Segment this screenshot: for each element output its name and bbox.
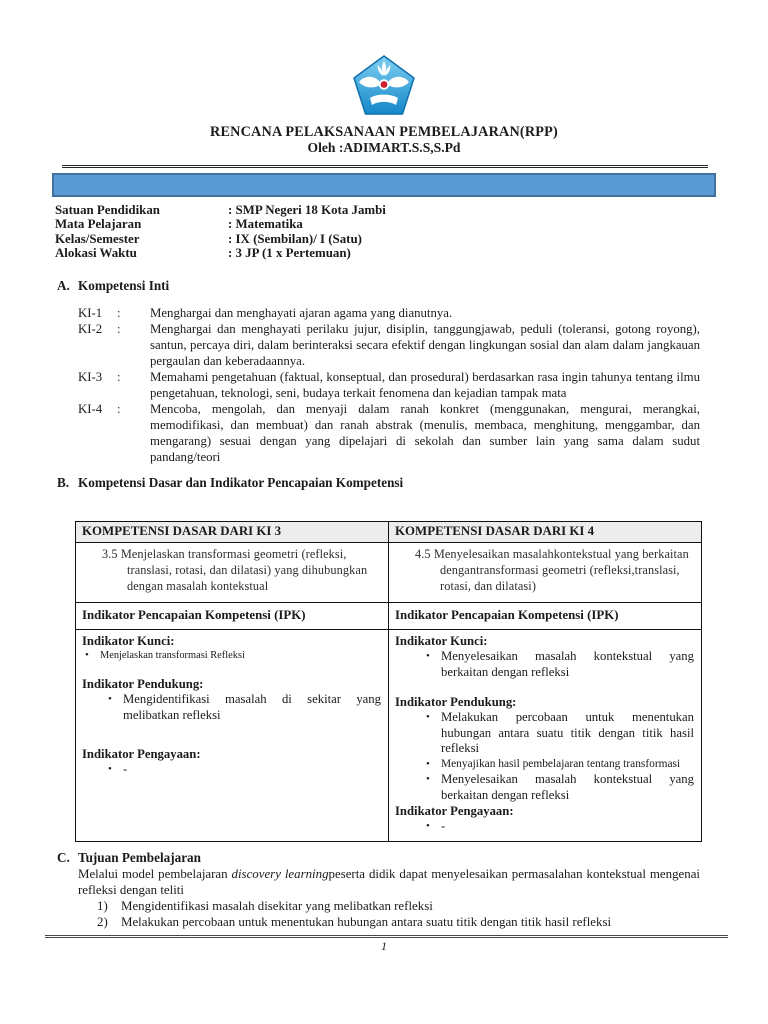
- ki-item-2: [78, 321, 700, 369]
- ki-colon: :: [117, 401, 121, 416]
- list-item-text: -: [441, 819, 446, 834]
- kd-cell-ki4: [389, 542, 702, 603]
- bullet-icon: •: [426, 820, 430, 833]
- ki-label: KI-2: [78, 321, 103, 336]
- document-header: [0, 0, 768, 155]
- list-item-text: Menyelesaikan masalah kontekstual yang berkaitan dengan refleksi: [441, 649, 694, 679]
- info-row-kelas: [55, 232, 768, 246]
- ki-text: Menghargai dan menghayati perilaku jujur, disiplin, tanggungjawab, peduli (toleransi, gotong royong), santun, percaya diri, dalam berinteraksi secara efektif dengan lingkungan sosial dan alam dalam jangkauan pergaulan dan keberadaannya.: [150, 321, 700, 368]
- section-c-heading: [57, 850, 768, 866]
- section-letter: C.: [57, 849, 70, 865]
- tujuan-item-1: [97, 898, 700, 914]
- list-item: [426, 819, 694, 835]
- indikator-pengayaan-heading: Indikator Pengayaan:: [82, 747, 201, 762]
- ki-text: Mencoba, mengolah, dan menyaji dalam ranah konkret (menggunakan, mengurai, merangkai, memodifikasi, dan membuat) dan ranah abstrak (menulis, membaca, menghitung, menggambar, dan mengarang) sesuai dengan yang dipelajari di sekolah dan sumber lain yang sama dalam sudut pandang/teori: [150, 401, 700, 464]
- item-number: 1): [97, 899, 108, 914]
- info-value: : Matematika: [228, 217, 303, 232]
- page-footer: [0, 935, 768, 954]
- indicator-cell-left: [76, 630, 389, 842]
- indikator-pengayaan-heading: Indikator Pengayaan:: [395, 804, 514, 819]
- bullet-icon: •: [108, 693, 112, 706]
- item-number: 2): [97, 915, 108, 930]
- kd-text-ki3: 3.5 Menjelaskan transformasi geometri (refleksi, translasi, rotasi, dan dilatasi) yang dihubungkan dengan masalah kontekstual: [102, 546, 368, 594]
- ki-text: Memahami pengetahuan (faktual, konseptual, dan prosedural) berdasarkan rasa ingin tahunya tentang ilmu pengetahuan, teknologi, seni, budaya terkait fenomena dan kejadian tampak mata: [150, 369, 700, 400]
- ki-colon: :: [117, 369, 121, 384]
- intro-italic-text: discovery learning: [231, 866, 329, 881]
- section-letter: B.: [57, 474, 70, 490]
- section-kompetensi-inti: [0, 278, 768, 465]
- list-item: [85, 649, 381, 662]
- bullet-icon: •: [426, 650, 430, 663]
- indicator-row: [76, 630, 702, 842]
- ki-item-1: [78, 305, 700, 321]
- bullet-icon: •: [108, 763, 112, 776]
- ki-text: Menghargai dan menghayati ajaran agama yang dianutnya.: [150, 305, 453, 320]
- bullet-icon: •: [426, 773, 430, 786]
- indicator-cell-right: [389, 630, 702, 842]
- indikator-kunci-heading: Indikator Kunci:: [82, 634, 175, 649]
- info-row-mapel: [55, 217, 768, 231]
- indikator-pendukung-heading: Indikator Pendukung:: [82, 677, 204, 692]
- info-row-alokasi: [55, 246, 768, 260]
- list-item: [426, 710, 694, 757]
- tut-wuri-handayani-logo-icon: [352, 55, 416, 120]
- list-item-text: Menjelaskan transformasi Refleksi: [100, 650, 245, 662]
- list-item: [426, 649, 694, 680]
- kd-cell-ki3: [76, 542, 389, 603]
- kompetensi-dasar-table: [75, 521, 702, 842]
- indikator-kunci-heading: Indikator Kunci:: [395, 634, 488, 649]
- section-title: Kompetensi Dasar dan Indikator Pencapaian Kompetensi: [78, 474, 404, 490]
- ipk-header-row: [76, 603, 702, 630]
- tujuan-item-2: [97, 914, 700, 930]
- info-value: : SMP Negeri 18 Kota Jambi: [228, 203, 386, 217]
- tujuan-list: [97, 898, 700, 930]
- ki-colon: :: [117, 305, 121, 320]
- ipk-header-right: Indikator Pencapaian Kompetensi (IPK): [389, 603, 702, 630]
- ki-list: [78, 305, 700, 465]
- page-number: 1: [381, 938, 387, 953]
- item-text: Mengidentifikasi masalah disekitar yang melibatkan refleksi: [121, 899, 433, 914]
- info-label: Mata Pelajaran: [55, 217, 142, 232]
- ki-item-3: [78, 369, 700, 401]
- info-row-satuan: [55, 203, 768, 217]
- list-item: [426, 757, 694, 773]
- document-author: Oleh :ADIMART.S.S,S.Pd: [307, 140, 461, 155]
- section-letter: A.: [57, 277, 70, 293]
- bullet-icon: •: [85, 649, 89, 662]
- ipk-header-left: Indikator Pencapaian Kompetensi (IPK): [76, 603, 389, 630]
- list-item-text: Menyajikan hasil pembelajaran tentang transformasi: [441, 757, 681, 770]
- ki-label: KI-4: [78, 401, 103, 416]
- kd-row: [76, 542, 702, 603]
- info-label: Satuan Pendidikan: [55, 203, 160, 217]
- ki-item-4: [78, 401, 700, 465]
- ki-label: KI-3: [78, 369, 103, 384]
- list-item-text: Menyelesaikan masalah kontekstual yang berkaitan dengan refleksi: [441, 772, 694, 802]
- list-item-text: Mengidentifikasi masalah di sekitar yang melibatkan refleksi: [123, 692, 381, 722]
- blue-title-bar: [52, 173, 716, 197]
- section-title: Kompetensi Inti: [78, 277, 170, 293]
- item-text: Melakukan percobaan untuk menentukan hubungan antara suatu titik dengan titik hasil refleksi: [121, 915, 612, 930]
- list-item-text: -: [123, 762, 128, 777]
- tujuan-intro-paragraph: [78, 866, 700, 898]
- section-kompetensi-dasar: [0, 475, 768, 842]
- info-label: Alokasi Waktu: [55, 246, 137, 261]
- list-item: [108, 762, 381, 778]
- intro-text: Melalui model pembelajaran: [78, 866, 232, 881]
- section-b-heading: [57, 475, 768, 491]
- column-header-ki4: KOMPETENSI DASAR DARI KI 4: [389, 521, 702, 542]
- info-label: Kelas/Semester: [55, 231, 140, 246]
- document-info-block: [55, 203, 768, 261]
- footer-divider-rule: [45, 935, 728, 938]
- list-item: [426, 772, 694, 803]
- section-tujuan-pembelajaran: [0, 850, 768, 931]
- list-item-text: Melakukan percobaan untuk menentukan hubungan antara suatu titik dengan titik hasil refleksi: [441, 710, 694, 756]
- list-item: [108, 692, 381, 723]
- section-a-heading: [57, 278, 768, 294]
- header-divider-rule: [62, 165, 708, 168]
- document-title: RENCANA PELAKSANAAN PEMBELAJARAN(RPP): [210, 124, 558, 140]
- ki-colon: :: [117, 321, 121, 336]
- bullet-icon: •: [426, 757, 430, 770]
- kd-text-ki4: 4.5 Menyelesaikan masalahkontekstual yang berkaitan dengantransformasi geometri (refleksi,translasi, rotasi, dan dilatasi): [415, 546, 689, 594]
- ki-label: KI-1: [78, 305, 103, 320]
- info-value: : IX (Sembilan)/ I (Satu): [228, 231, 362, 246]
- column-header-ki3: KOMPETENSI DASAR DARI KI 3: [76, 521, 389, 542]
- info-value: : 3 JP (1 x Pertemuan): [228, 246, 351, 261]
- bullet-icon: •: [426, 711, 430, 724]
- section-title: Tujuan Pembelajaran: [78, 849, 201, 865]
- indikator-pendukung-heading: Indikator Pendukung:: [395, 695, 517, 710]
- table-header-row: [76, 521, 702, 542]
- intro-text: peserta didik dapat menyelesaikan permasalahan kontekstual mengenai refleksi dengan teliti: [78, 866, 700, 897]
